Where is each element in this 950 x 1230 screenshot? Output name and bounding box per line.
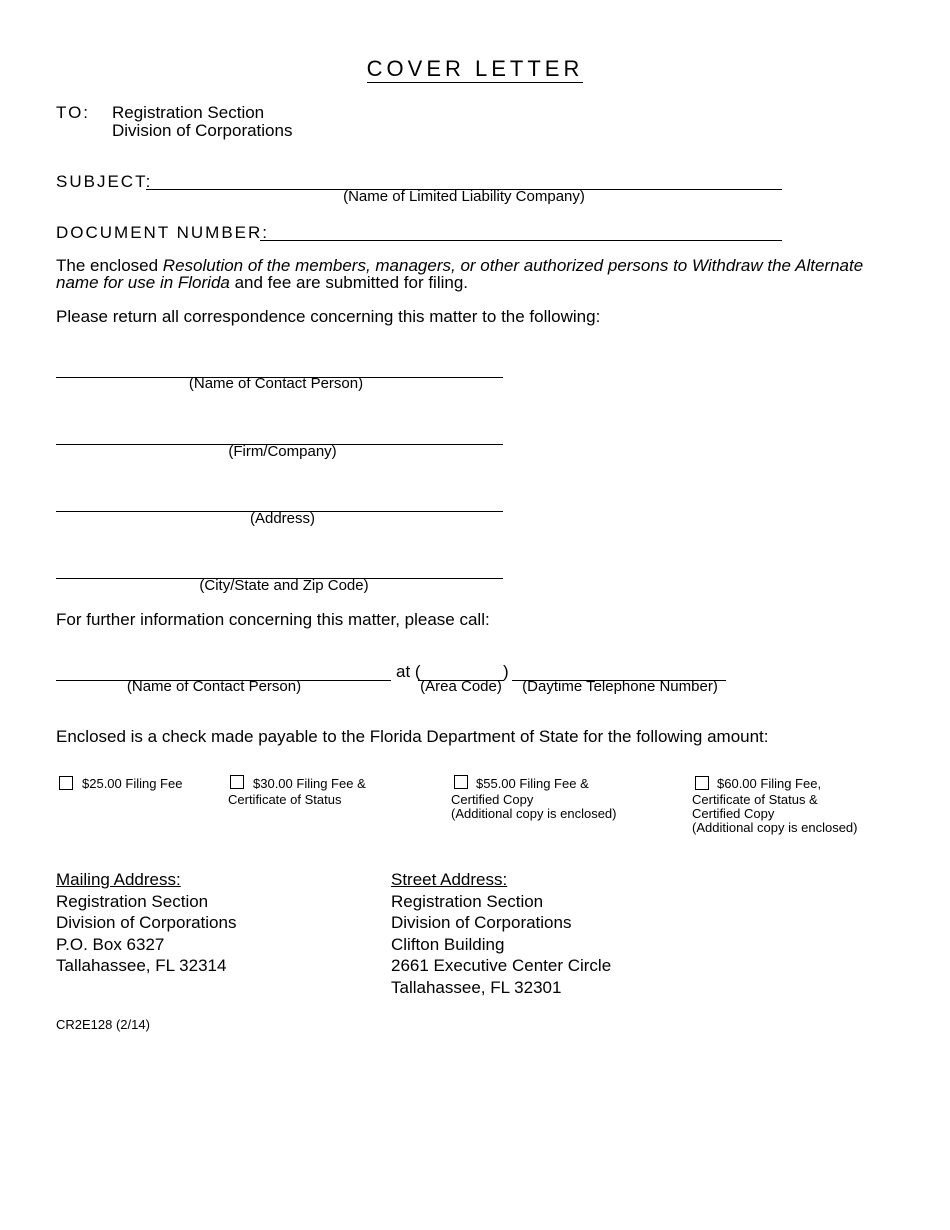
- mailing-address: Mailing Address: Registration Section Division of Corporations P.O. Box 6327 Tallahassee, FL 32314: [56, 870, 237, 975]
- mailing-address-heading: Mailing Address:: [56, 870, 181, 889]
- street-address: Street Address: Registration Section Division of Corporations Clifton Building 2661 Executive Center Circle Tallahassee, FL 32301: [391, 870, 612, 997]
- page-title: COVER LETTER: [366, 56, 584, 81]
- contact-person-caption: (Name of Contact Person): [188, 375, 364, 392]
- check-paragraph: Enclosed is a check made payable to the Florida Department of State for the following amount:: [56, 727, 769, 746]
- document-number-label: DOCUMENT NUMBER:: [56, 223, 270, 242]
- close-paren: ): [503, 662, 509, 681]
- to-label: TO:: [56, 103, 91, 122]
- fee-25-label: $25.00 Filing Fee: [82, 776, 183, 791]
- city-state-zip-caption: (City/State and Zip Code): [199, 577, 369, 594]
- enclosed-paragraph: The enclosed Resolution of the members, managers, or other authorized persons to Withdraw the Alternate name for use in Florida and fee are submitted for filing.: [56, 256, 864, 292]
- to-line-1: Registration Section: [112, 103, 265, 122]
- firm-caption: (Firm/Company): [228, 443, 337, 460]
- form-code: CR2E128 (2/14): [56, 1017, 150, 1032]
- phone-contact-caption: (Name of Contact Person): [126, 678, 302, 695]
- area-code-caption: (Area Code): [420, 678, 502, 695]
- return-paragraph: Please return all correspondence concerning this matter to the following:: [56, 307, 601, 326]
- daytime-phone-caption: (Daytime Telephone Number): [522, 678, 718, 695]
- fee-30-label: $30.00 Filing Fee & Certificate of Status: [228, 776, 366, 807]
- to-line-2: Division of Corporations: [112, 121, 293, 140]
- fee-55-label: $55.00 Filing Fee & Certified Copy (Additional copy is enclosed): [451, 776, 617, 821]
- subject-label: SUBJECT:: [56, 172, 153, 191]
- subject-caption: (Name of Limited Liability Company): [343, 188, 585, 205]
- at-label: at (: [396, 662, 421, 681]
- document-number-field[interactable]: [260, 240, 782, 241]
- fee-25-checkbox[interactable]: [59, 776, 73, 790]
- further-info-paragraph: For further information concerning this matter, please call:: [56, 610, 490, 629]
- address-caption: (Address): [249, 510, 316, 527]
- street-address-heading: Street Address:: [391, 870, 508, 889]
- fee-60-label: $60.00 Filing Fee, Certificate of Status & Certified Copy (Additional copy is enclosed): [692, 776, 858, 835]
